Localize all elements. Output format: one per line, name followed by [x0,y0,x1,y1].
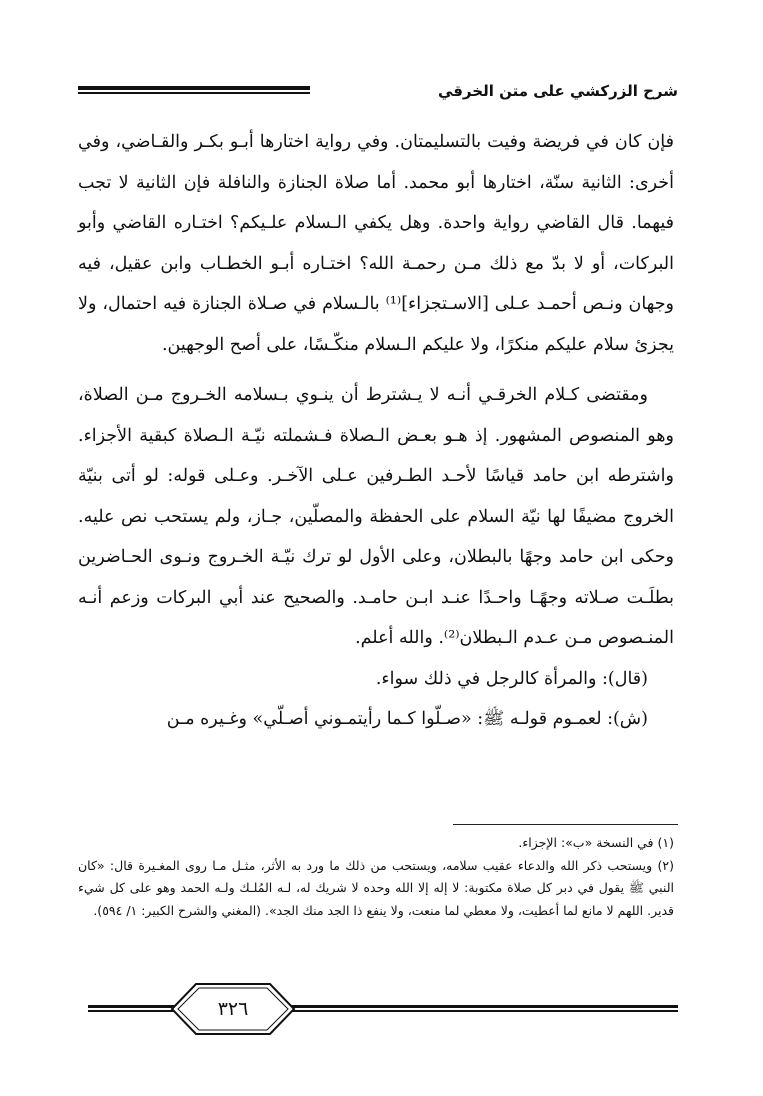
text-line: فإن كان في فريضة وفيت بالتسليمتان. وفي رواية اختارها أبـو بكـر والقـاضي، [115,132,674,152]
paragraph-4 [78,699,674,740]
text-line: قوله: لو أتى بنيّة الخروج مضيفًا لها نيّة السلام على الحفظة والمصلّين، جـاز، ولم [78,466,674,527]
footnote-line: (٢) ويستحب ذكر الله والدعاء عقيب سلامه، ويستحب من ذلك ما ورد به الأثر، مثـل مـا روى المغـيرة [138,857,674,873]
footnotes [78,832,674,922]
footnote-separator [453,824,678,825]
text-line: كبقية الأجزاء. واشترطه ابن حامد قياسًا لأحـد الطـرفين عـلى الآخـر. وعـلى [78,425,674,486]
footnote-line: الحمد وهو على كل شيء قدير. اللهم لا مانع لما أعطيت، ولا معطي لما منعت، ولا ينفع ذا الجد منك [78,880,674,918]
text-line: القاضي وأبو البركات، أو لا بدّ مع ذلك مـن رحمـة الله؟ اختـاره أبـو الخطـاب [78,213,674,274]
text-line: وابن عقيل، فيه وجهان ونـص أحمـد عـلى [الاسـتجزاء]⁽¹⁾ بالـسلام في صـلاة [78,253,674,314]
paragraph-1 [78,122,674,365]
paragraph-3 [78,659,674,700]
text-line: يستحب نص عليه. وحكى ابن حامد وجهًا بالبطلان، وعلى الأول لو ترك نيّـة [78,506,674,567]
header-rule [78,86,310,96]
running-header [78,78,678,106]
text-line: الخـروج ونـوى الحـاضرين بطلَـت صـلاته وجهًـا واحـدًا عنـد ابـن حامـد. [78,547,674,608]
footnote-line: الجد». (المغني والشرح الكبير: ١/ ٥٩٤). [93,902,299,918]
footnote-1 [78,832,674,855]
footnote-line: (١) في النسخة «ب»: الإجزاء. [518,835,674,850]
text-line: الجنازة فيه احتمال، ولا يجزئ سلام عليكم منكرًا، ولا عليكم الـسلام منكّـسًا، [78,294,674,355]
text-line: على أصح الوجهين. [161,334,298,355]
text-line: وفي أخرى: الثانية سنّة، اختارها أبو محمد. أما صلاة الجنازة والنافلة فإن الثانية [78,132,674,193]
body-text [78,122,674,740]
text-line: ومقتضى كـلام الخرقـي أنـه لا يـشترط أن ينـوي بـسلامه الخـروج مـن [135,385,648,405]
text-line: والصحيح عند أبي البركات وزعم أنـه المنـصوص مـن عـدم الـبطلان⁽²⁾. والله [78,587,674,648]
paragraph-2 [78,375,674,659]
header-title: شرح الزركشي على متن الخرقي [437,82,678,100]
footnote-2 [78,855,674,923]
text-line: لا تجب فيهما. قال القاضي رواية واحدة. وهل يكفي الـسلام علـيكم؟ اختـاره [78,172,674,233]
text-line: (ش): لعمـوم قولـه ﷺ: «صـلّوا كـما رأيتمـوني أصـلّي» وغـيره مـن [166,709,648,729]
text-line: الصلاة، وهو المنصوص المشهور. إذ هـو بعـض الـصلاة فـشملته نيّـة الـصلاة [78,385,674,446]
page-number: ٣٢٦ [217,998,249,1020]
text-line: أعلم. [355,628,394,648]
page-footer [88,980,678,1036]
text-line: (قال): والمرأة كالرجل في ذلك سواء. [375,668,648,689]
footnote-line: قال: «كان النبي ﷺ يقول في دبر كل صلاة مكتوبة: لا إله إلا الله وحده لا شريك له، لـه المُلـك ولـه [78,857,674,895]
